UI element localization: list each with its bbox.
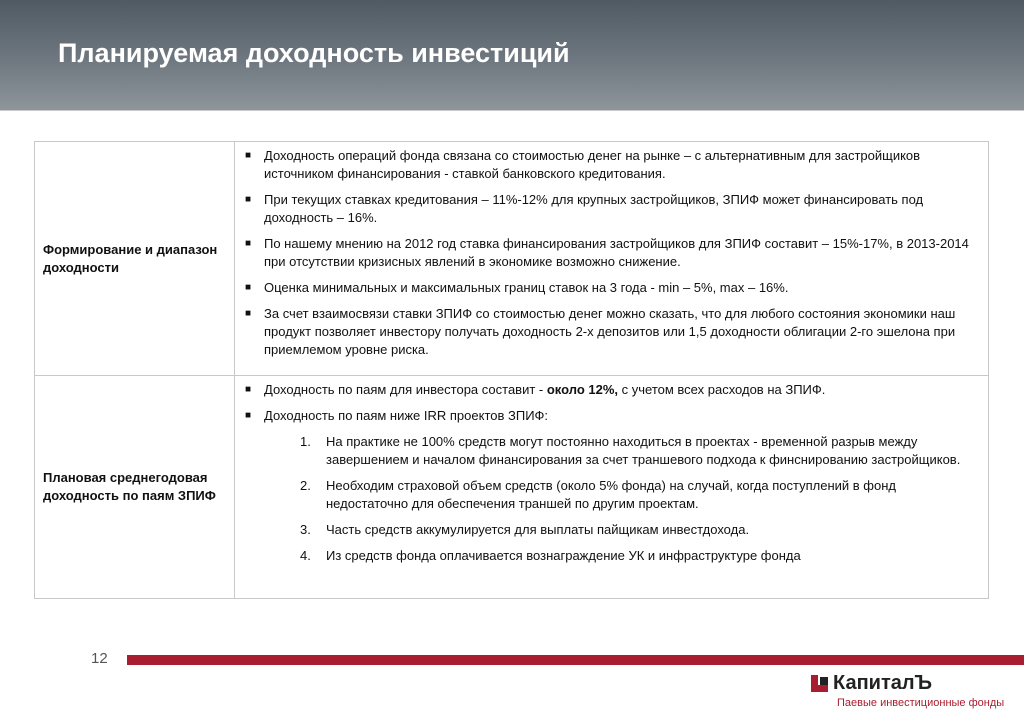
- list-item: ■ Доходность операций фонда связана со стоимостью денег на рынке – с альтернативным для застройщиков источником финансирования - ставкой банковского кредитования.: [245, 148, 921, 181]
- square-bullet-icon: ■: [245, 238, 252, 249]
- highlight-yield: около 12%,: [546, 382, 619, 397]
- list-item: ■ За счет взаимосвязи ставки ЗПИФ со стоимостью денег можно сказать, что для любого состояния экономики наш продукт позволяет инвестору получать доходность 2-х депозитов или 1,5 доходности облигации 2-го эшелона при приемлемом уровне риска.: [245, 306, 956, 357]
- list-item: 3. Часть средств аккумулируется для выплаты пайщикам инвестдохода.: [300, 522, 750, 537]
- logo-name: КапиталЪ: [833, 672, 932, 694]
- bullet-list: [245, 147, 978, 359]
- numbered-list: [292, 433, 978, 565]
- list-item: 2. Необходим страховой объем средств (около 5% фонда) на случай, когда поступлений в фонд недостаточно для обеспечения траншей по другим проектам.: [300, 478, 896, 511]
- row-label: Формирование и диапазон доходности: [35, 142, 235, 376]
- row-content: [235, 142, 989, 376]
- list-item: ■ Доходность по паям для инвестора составит - около 12%, с учетом всех расходов на ЗПИФ.: [245, 382, 826, 397]
- square-bullet-icon: ■: [245, 384, 252, 395]
- logo-subtitle: Паевые инвестиционные фонды: [837, 697, 1005, 709]
- square-bullet-icon: ■: [245, 308, 252, 319]
- footer-accent-bar: [127, 655, 1024, 665]
- header-divider: [0, 110, 1024, 111]
- list-item: ■ Оценка минимальных и максимальных границ ставок на 3 года - min – 5%, max – 16%.: [245, 280, 789, 295]
- list-item: ■ По нашему мнению на 2012 год ставка финансирования застройщиков для ЗПИФ составит – 15%-17%, в 2013-2014 при отсутствии кризисных явлений в экономике возможно снижение.: [245, 236, 969, 269]
- page-title: Планируемая доходность инвестиций: [58, 38, 570, 68]
- table-row: [35, 376, 989, 599]
- row-label: Плановая среднегодовая доходность по паям ЗПИФ: [35, 376, 235, 599]
- company-logo: [811, 673, 1011, 713]
- list-item: 1. На практике не 100% средств могут постоянно находиться в проектах - временной разрыв между завершением и началом финансирования за счет траншевого подхода к финснированию застройщиков.: [300, 434, 961, 467]
- list-item: 4. Из средств фонда оплачивается вознаграждение УК и инфраструктуре фонда: [300, 548, 801, 563]
- list-item: ■ При текущих ставках кредитования – 11%-12% для крупных застройщиков, ЗПИФ может финансировать под доходность – 16%.: [245, 192, 924, 225]
- table-row: [35, 142, 989, 376]
- square-bullet-icon: ■: [245, 150, 252, 161]
- yield-table: [34, 141, 989, 599]
- slide-header: [0, 0, 1024, 110]
- page-number: 12: [91, 650, 108, 667]
- logo-mark-icon: [811, 675, 828, 692]
- square-bullet-icon: ■: [245, 194, 252, 205]
- row-content: [235, 376, 989, 599]
- square-bullet-icon: ■: [245, 282, 252, 293]
- list-item: ■ Доходность по паям ниже IRR проектов ЗПИФ: 1. На практике не 100% средств могут постоянно находиться в проектах - временной разрыв между завершением и началом финансирования за счет траншевого подхода к финснированию застройщиков. 2. Необходим страховой объем средств (около 5% фонда) на случай, когда поступлений в фонд недостаточно для обеспечения траншей по другим проектам. 3. Часть средств аккумулируется для выплаты пайщикам инвестдохода. 4. Из средств фонда оплачивается вознаграждение УК и инфраструктуре фонда: [245, 407, 978, 565]
- square-bullet-icon: ■: [245, 410, 252, 421]
- bullet-list: [245, 381, 978, 565]
